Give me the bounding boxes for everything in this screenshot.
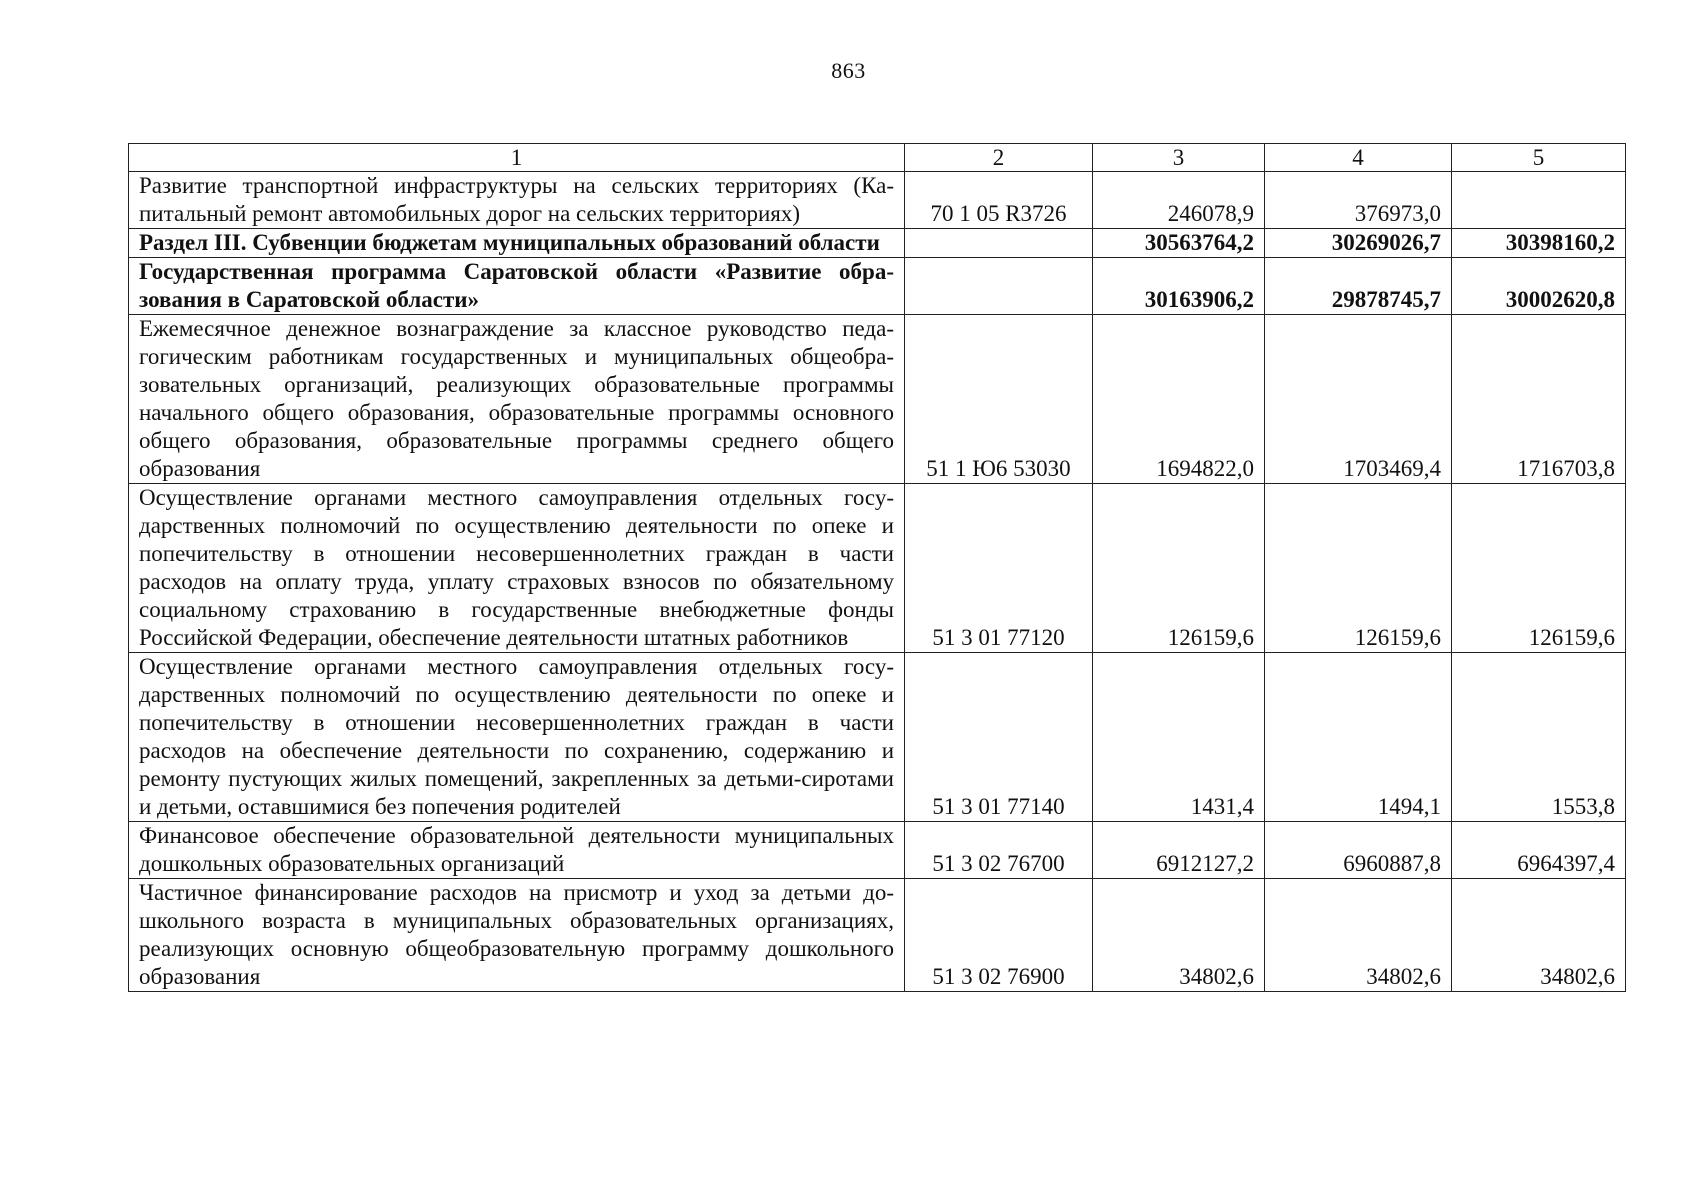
row-value-col3: 1431,4 bbox=[1093, 653, 1265, 822]
row-value-col5: 30002620,8 bbox=[1452, 258, 1626, 315]
table-row bbox=[129, 653, 1626, 822]
budget-table bbox=[128, 143, 1626, 992]
row-value-col5: 30398160,2 bbox=[1452, 229, 1626, 258]
column-header: 1 bbox=[129, 144, 905, 172]
row-value-col5: 126159,6 bbox=[1452, 484, 1626, 653]
row-value-col3: 126159,6 bbox=[1093, 484, 1265, 653]
row-value-col4: 126159,6 bbox=[1265, 484, 1452, 653]
table-row bbox=[129, 822, 1626, 879]
row-value-col3: 34802,6 bbox=[1093, 879, 1265, 992]
row-name: Частичное финансирование расходов на присмотр и уход за детьми дошкольного возраста в муниципальных образовательных организациях, реализующих основную общеобразовательную программу дошкольного образования bbox=[129, 879, 905, 992]
table-row bbox=[129, 879, 1626, 992]
row-value-col5 bbox=[1452, 172, 1626, 229]
row-value-col4: 1703469,4 bbox=[1265, 315, 1452, 484]
row-value-col4: 6960887,8 bbox=[1265, 822, 1452, 879]
column-header: 3 bbox=[1093, 144, 1265, 172]
row-name: Ежемесячное денежное вознаграждение за классное руководство педагогическим работникам государственных и муниципальных общеобразовательных организаций, реализующих образовательные программы начального общего образования, образовательные программы основного общего образования, образовательные программы среднего общего образования bbox=[129, 315, 905, 484]
row-value-col4: 376973,0 bbox=[1265, 172, 1452, 229]
table-row-program bbox=[129, 258, 1626, 315]
row-name: Осуществление органами местного самоуправления отдельных государственных полномочий по осуществлению деятельности по опеке и попечительству в отношении несовершеннолетних граждан в части расходов на оплату труда, уплату страховых взносов по обязательному социальному страхованию в государственные внебюджетные фонды Российской Федерации, обеспечение деятельности штатных работников bbox=[129, 484, 905, 653]
row-value-col3: 1694822,0 bbox=[1093, 315, 1265, 484]
row-code: 51 3 01 77120 bbox=[905, 484, 1093, 653]
column-header: 2 bbox=[905, 144, 1093, 172]
row-value-col4: 29878745,7 bbox=[1265, 258, 1452, 315]
row-name: Раздел III. Субвенции бюджетам муниципальных образований области bbox=[129, 229, 905, 258]
table-row bbox=[129, 315, 1626, 484]
row-code: 51 3 02 76900 bbox=[905, 879, 1093, 992]
row-value-col4: 30269026,7 bbox=[1265, 229, 1452, 258]
row-code: 70 1 05 R3726 bbox=[905, 172, 1093, 229]
column-header-row bbox=[129, 144, 1626, 172]
row-value-col5: 34802,6 bbox=[1452, 879, 1626, 992]
row-value-col4: 34802,6 bbox=[1265, 879, 1452, 992]
row-code bbox=[905, 258, 1093, 315]
column-header: 5 bbox=[1452, 144, 1626, 172]
row-name: Развитие транспортной инфраструктуры на сельских территориях (Капитальный ремонт автомобильных дорог на сельских территориях) bbox=[129, 172, 905, 229]
row-value-col4: 1494,1 bbox=[1265, 653, 1452, 822]
row-value-col5: 6964397,4 bbox=[1452, 822, 1626, 879]
table-row bbox=[129, 172, 1626, 229]
row-code bbox=[905, 229, 1093, 258]
row-value-col5: 1716703,8 bbox=[1452, 315, 1626, 484]
row-value-col3: 6912127,2 bbox=[1093, 822, 1265, 879]
row-name: Осуществление органами местного самоуправления отдельных государственных полномочий по осуществлению деятельности по опеке и попечительству в отношении несовершеннолетних граждан в части расходов на обеспечение деятельности по сохранению, содержанию и ремонту пустующих жилых помещений, закрепленных за детьми-сиротами и детьми, оставшимися без попечения родителей bbox=[129, 653, 905, 822]
row-name: Государственная программа Саратовской области «Развитие образования в Саратовской области» bbox=[129, 258, 905, 315]
row-value-col3: 30163906,2 bbox=[1093, 258, 1265, 315]
table-row-section bbox=[129, 229, 1626, 258]
page-number: 863 bbox=[831, 58, 866, 83]
table-row bbox=[129, 484, 1626, 653]
row-code: 51 1 Ю6 53030 bbox=[905, 315, 1093, 484]
row-code: 51 3 02 76700 bbox=[905, 822, 1093, 879]
row-code: 51 3 01 77140 bbox=[905, 653, 1093, 822]
row-value-col5: 1553,8 bbox=[1452, 653, 1626, 822]
row-value-col3: 246078,9 bbox=[1093, 172, 1265, 229]
row-name: Финансовое обеспечение образовательной деятельности муниципальных дошкольных образовательных организаций bbox=[129, 822, 905, 879]
row-value-col3: 30563764,2 bbox=[1093, 229, 1265, 258]
column-header: 4 bbox=[1265, 144, 1452, 172]
